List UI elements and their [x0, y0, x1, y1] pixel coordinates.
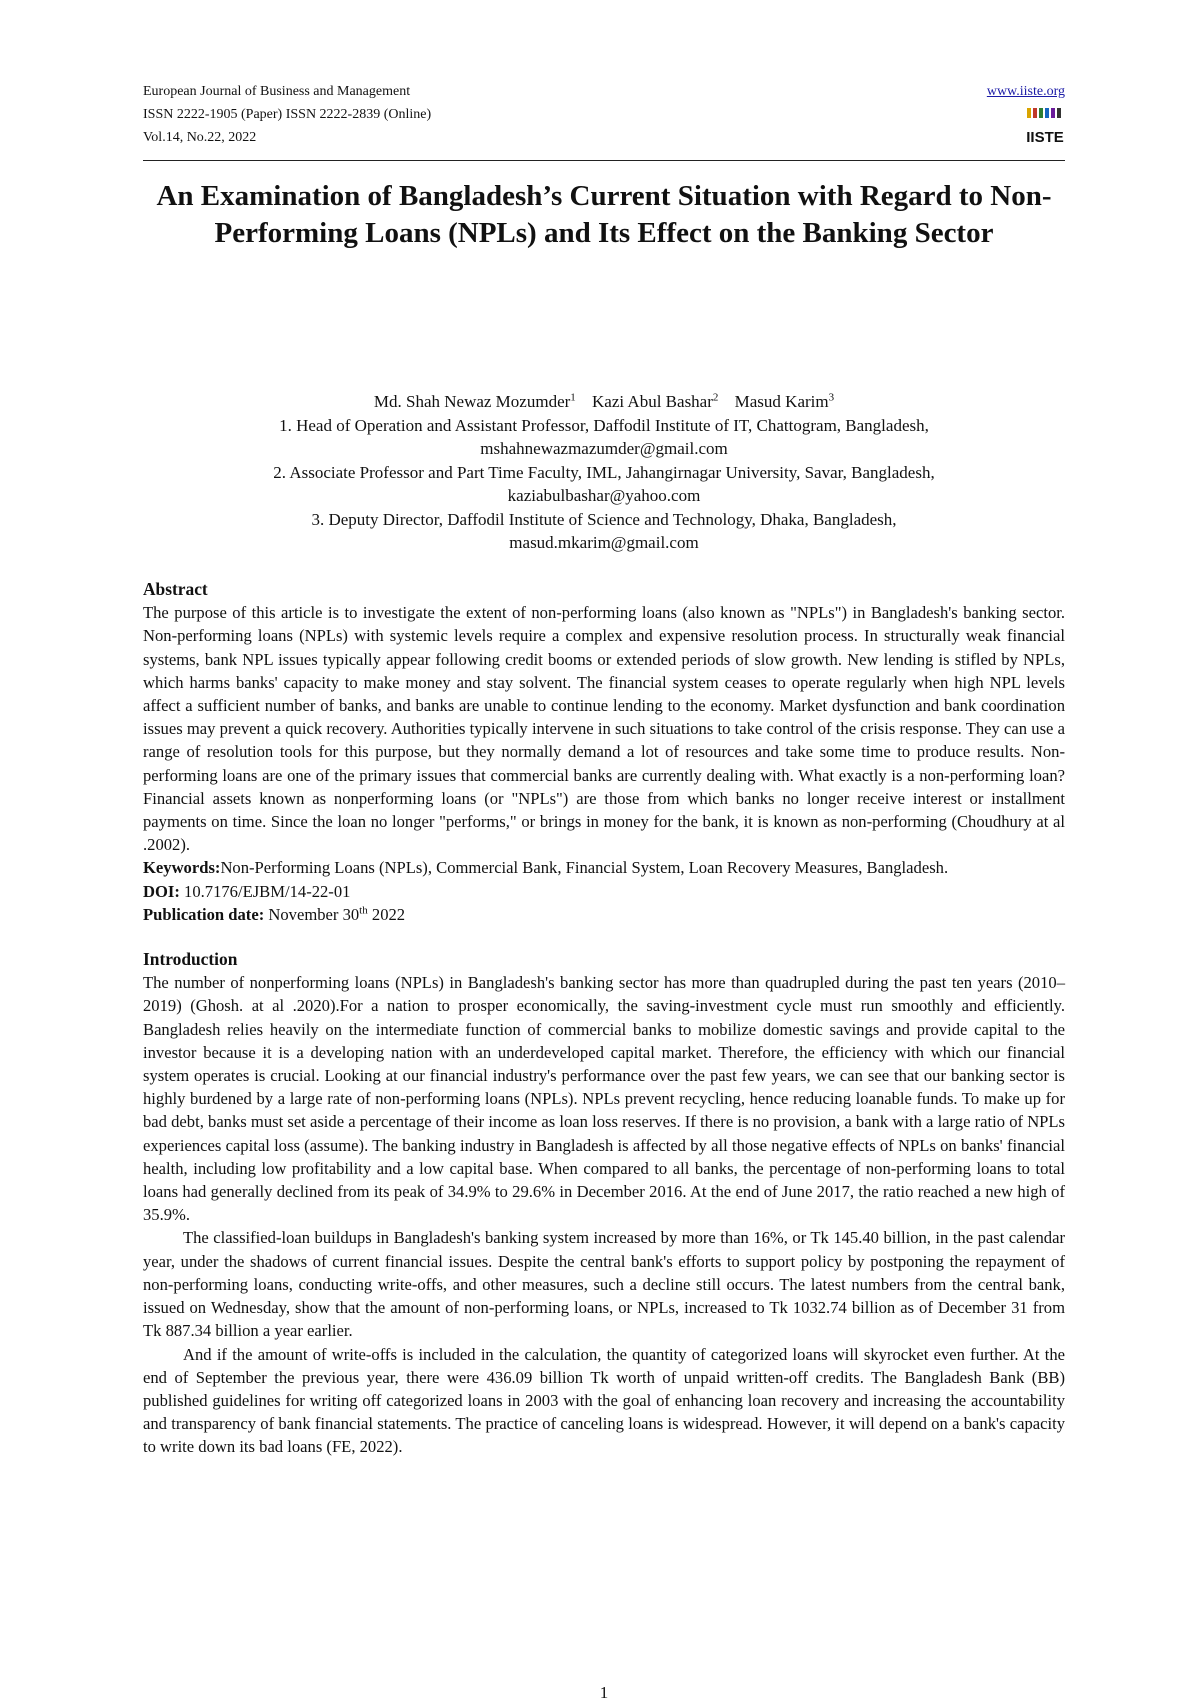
- affiliation: 3. Deputy Director, Daffodil Institute of Science and Technology, Dhaka, Bangladesh,: [311, 509, 897, 529]
- keywords-line: Keywords:Non-Performing Loans (NPLs), Commercial Bank, Financial System, Loan Recovery Measures, Bangladesh.: [143, 858, 949, 878]
- paper-page: [143, 80, 1065, 1702]
- author: Masud Karim$^3$: [734, 391, 835, 411]
- abstract-heading: Abstract: [143, 579, 208, 599]
- author-email: masud.mkarim@gmail.com: [509, 533, 699, 552]
- header-rule: [143, 160, 1065, 161]
- iiste-logo: [1025, 106, 1065, 150]
- volume-line: Vol.14, No.22, 2022: [143, 130, 257, 145]
- svg-text:IISTE: IISTE: [1026, 129, 1064, 146]
- publication-date-line: Publication date: November 30th 2022: [143, 904, 406, 924]
- doi-line: DOI: 10.7176/EJBM/14-22-01: [143, 881, 351, 901]
- intro-paragraph: And if the amount of write-offs is included in the calculation, the quantity of categorized loans will skyrocket even further. At the end of September the previous year, there were 436.09 billion Tk worth of unpaid written-off credits. The Bangladesh Bank (BB) published guidelines for writing off categorized loans in 2003 with the goal of enhancing loan recovery and increasing the accountability and transparency of bank financial statements. The practice of canceling loans is widespread. However, it will depend on a bank's capacity to write down its bad loans (FE, 2022).: [143, 1344, 1065, 1457]
- author-block: [143, 390, 1065, 555]
- page-number: 1: [599, 1683, 609, 1702]
- introduction-heading: Introduction: [143, 949, 238, 970]
- issn-line: ISSN 2222-1905 (Paper) ISSN 2222-2839 (Online): [143, 107, 432, 122]
- author-names: [143, 390, 1065, 414]
- website-link[interactable]: www.iiste.org: [986, 84, 1065, 99]
- abstract-text: The purpose of this article is to investigate the extent of non-performing loans (also known as "NPLs") in Bangladesh's banking sector. Non-performing loans (NPLs) with systemic levels require a complex and expensive resolution process. In structurally weak financial systems, bank NPL issues typically appear following credit booms or extended periods of slow growth. New lending is stifled by NPLs, which harms banks' capacity to make money and stay solvent. The financial system ceases to operate regularly when high NPL levels affect a sufficient number of banks, and banks are unable to continue lending to the economy. Market dysfunction and bank coordination issues may prevent a quick recovery. Authorities typically intervene in such situations to take control of the crisis response. They can use a range of resolution tools for this purpose, but they normally demand a lot of resources and take some time to produce results. Non-performing loans are one of the primary issues that commercial banks are currently dealing with. What exactly is a non-performing loan? Financial assets known as nonperforming loans (or "NPLs") are those from which banks no longer receive interest or installment payments on time. Since the loan no longer "performs," or brings in money for the bank, it is known as non-performing (Choudhury at al .2002).: [143, 603, 1065, 855]
- journal-name: European Journal of Business and Management: [143, 84, 411, 99]
- intro-paragraph: The number of nonperforming loans (NPLs) in Bangladesh's banking sector has more than quadrupled during the past ten years (2010–2019) (Ghosh. at al .2020).For a nation to prosper economically, the saving-investment cycle must run smoothly and efficiently. Bangladesh relies heavily on the intermediate function of commercial banks to mobilize domestic savings and provide capital to the investor because it is a developing nation with an underdeveloped capital market. Therefore, the efficiency with which our financial system operates is crucial. Looking at our financial industry's performance over the past few years, we can see that our banking sector is highly burdened by a large rate of non-performing loans (NPLs). NPLs prevent recycling, hence reducing loanable funds. To make up for bad debt, banks must set aside a percentage of their income as loan loss reserves. If there is no provision, a bank with a large ratio of NPLs experiences capital loss (assume). The banking industry in Bangladesh is affected by all those negative effects of NPLs on banks' financial health, including low profitability and a low capital base. When compared to all banks, the percentage of non-performing loans to total loans had generally declined from its peak of 34.9% to 29.6% in December 2016. At the end of June 2017, the ratio reached a new high of 35.9%.: [143, 973, 1065, 1225]
- author-email: kaziabulbashar@yahoo.com: [507, 486, 701, 505]
- author: Kazi Abul Bashar$^2$: [592, 391, 719, 411]
- paper-title: An Examination of Bangladesh’s Current Situation with Regard to Non-Performing Loans (NPLs) and Its Effect on the Banking Sector: [156, 180, 1052, 249]
- journal-header: [143, 80, 1065, 150]
- intro-paragraph: The classified-loan buildups in Bangladesh's banking system increased by more than 16%, or Tk 145.40 billion, in the past calendar year, under the shadows of current financial issues. Despite the central bank's efforts to support policy by postponing the repayment of non-performing loans, conducting write-offs, and other measures, such a decline still occurs. The latest numbers from the central bank, issued on Wednesday, show that the amount of non-performing loans, or NPLs, increased to Tk 1032.74 billion as of December 31 from Tk 887.34 billion a year earlier.: [143, 1228, 1065, 1341]
- author: Md. Shah Newaz Mozumder$^1$: [373, 391, 576, 411]
- author-email: mshahnewazmazumder@gmail.com: [480, 439, 728, 458]
- affiliation: 2. Associate Professor and Part Time Faculty, IML, Jahangirnagar University, Savar, Bangladesh,: [273, 462, 935, 482]
- paper-body: [143, 578, 1065, 1459]
- affiliation: 1. Head of Operation and Assistant Professor, Daffodil Institute of IT, Chattogram, Bangladesh,: [279, 415, 929, 435]
